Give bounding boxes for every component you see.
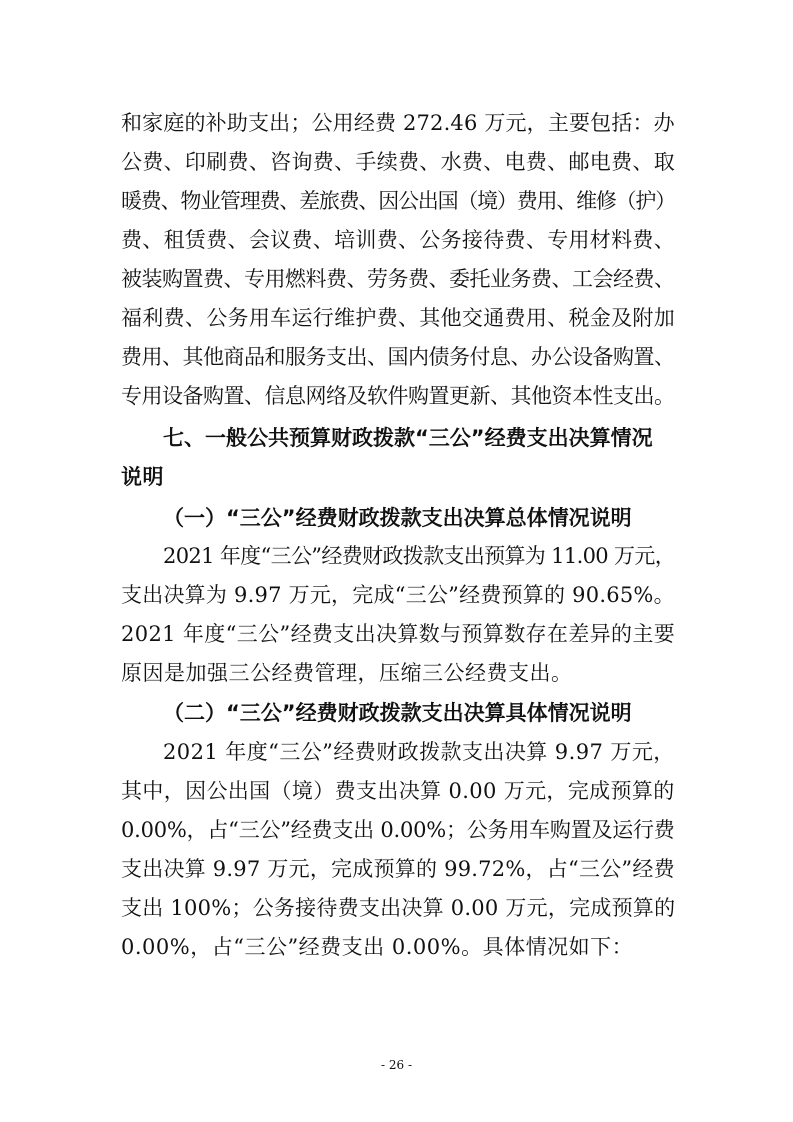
paragraph1-line-7: 费用、其他商品和服务支出、国内债务付息、办公设备购置、: [121, 345, 675, 369]
paragraph1-line-3: 暖费、物业管理费、差旅费、因公出国（境）费用、维修（护）: [121, 189, 675, 213]
paragraph1-line-8: 专用设备购置、信息网络及软件购置更新、其他资本性支出。: [121, 384, 675, 408]
subsection1-line-3: 2021 年度“三公”经费支出决算数与预算数存在差异的主要: [121, 622, 676, 646]
paragraph1-line-5: 被装购置费、专用燃料费、劳务费、委托业务费、工会经费、: [121, 267, 675, 291]
paragraph1-line-4: 费、租赁费、会议费、培训费、公务接待费、专用材料费、: [121, 228, 675, 252]
section7-title-line-2: 说明: [121, 465, 164, 489]
subsection2-line-2: 其中，因公出国（境）费支出决算 0.00 万元，完成预算的: [121, 779, 675, 803]
page-number: - 26 -: [380, 1058, 412, 1072]
subsection1-title: （一）“三公”经费财政拨款支出决算总体情况说明: [163, 506, 632, 530]
subsection2-line-6: 0.00%，占“三公”经费支出 0.00%。具体情况如下：: [121, 935, 634, 959]
paragraph1-line-6: 福利费、公务用车运行维护费、其他交通费用、税金及附加: [121, 306, 675, 330]
subsection1-line-2: 支出决算为 9.97 万元，完成“三公”经费预算的 90.65%。: [121, 583, 675, 607]
paragraph1-line-2: 公费、印刷费、咨询费、手续费、水费、电费、邮电费、取: [121, 150, 675, 174]
subsection2-line-3: 0.00%，占“三公”经费支出 0.00%；公务用车购置及运行费: [121, 818, 675, 842]
paragraph1-line-1: 和家庭的补助支出；公用经费 272.46 万元，主要包括：办: [121, 111, 675, 135]
subsection2-line-1: 2021 年度“三公”经费财政拨款支出决算 9.97 万元，: [163, 740, 675, 764]
subsection1-line-4: 原因是加强三公经费管理，压缩三公经费支出。: [121, 661, 573, 685]
subsection2-line-4: 支出决算 9.97 万元，完成预算的 99.72%，占“三公”经费: [121, 857, 675, 881]
subsection1-line-1: 2021 年度“三公”经费财政拨款支出预算为 11.00 万元，: [163, 544, 676, 568]
subsection2-line-5: 支出 100%；公务接待费支出决算 0.00 万元，完成预算的: [121, 896, 676, 920]
section7-title-line-1: 七、一般公共预算财政拨款“三公”经费支出决算情况: [163, 426, 653, 450]
subsection2-title: （二）“三公”经费财政拨款支出决算具体情况说明: [163, 701, 632, 725]
